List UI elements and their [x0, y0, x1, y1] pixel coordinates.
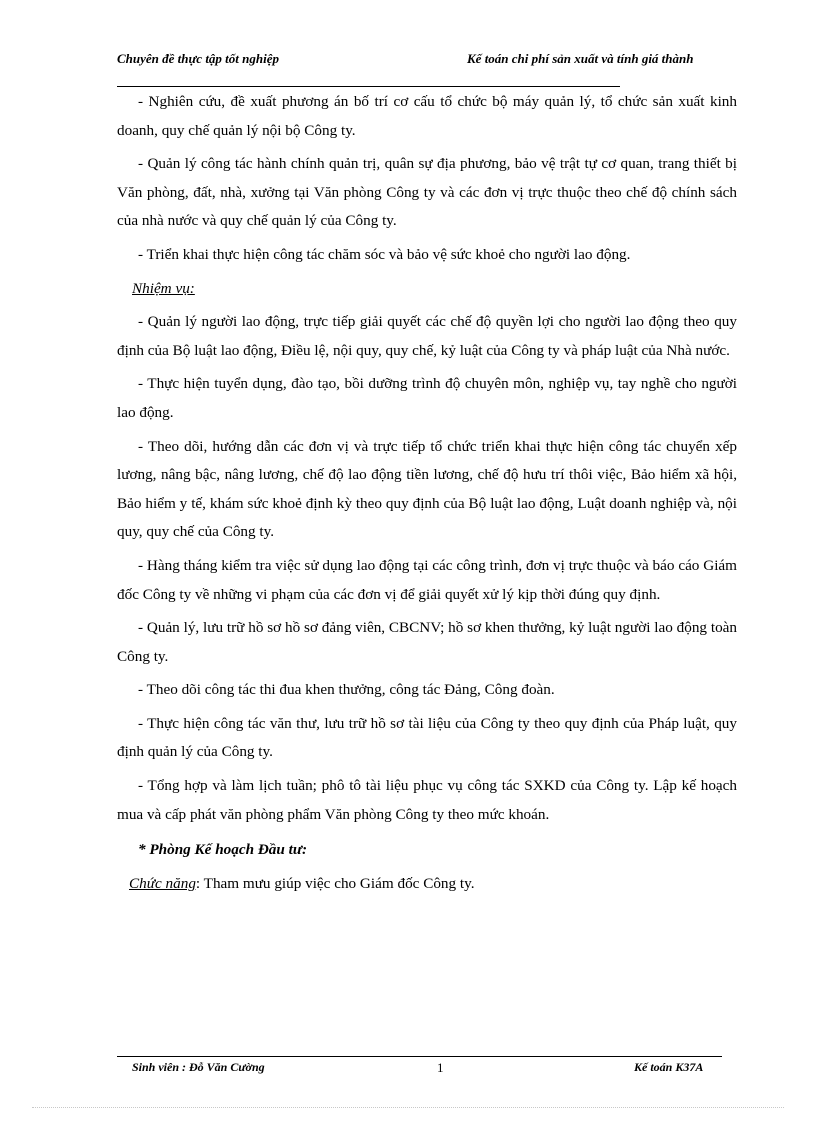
- section-title: * Phòng Kế hoạch Đầu tư:: [138, 841, 308, 859]
- duty-item: - Thực hiện công tác văn thư, lưu trữ hồ sơ tài liệu của Công ty theo quy định của Pháp luật, quy định quản lý của Công ty.: [117, 714, 737, 761]
- function-line: [117, 870, 737, 899]
- footer-class: Kế toán K37A: [634, 1060, 704, 1074]
- duty-label: Nhiệm vụ:: [132, 279, 195, 297]
- function-text: : Tham mưu giúp việc cho Giám đốc Công ty.: [195, 874, 475, 892]
- header-left-title: Chuyên đề thực tập tốt nghiệp: [117, 51, 279, 66]
- paragraph: - Quản lý công tác hành chính quản trị, quân sự địa phương, bảo vệ trật tự cơ quan, trang thiết bị Văn phòng, đất, nhà, xưởng tại Văn phòng Công ty và các đơn vị trực thuộc theo chế độ chính sách của nhà nước và quy chế quản lý của Công ty.: [117, 155, 737, 230]
- page-bottom-edge: [32, 1107, 784, 1108]
- paragraph: - Nghiên cứu, đề xuất phương án bố trí cơ cấu tổ chức bộ máy quản lý, tổ chức sản xuất kinh doanh, quy chế quản lý nội bộ Công ty.: [117, 93, 737, 139]
- page-number: 1: [437, 1060, 444, 1075]
- duty-item: - Theo dõi công tác thi đua khen thưởng, công tác Đảng, Công đoàn.: [138, 681, 555, 699]
- duty-item: - Thực hiện tuyển dụng, đào tạo, bồi dưỡng trình độ chuyên môn, nghiệp vụ, tay nghề cho người lao động.: [117, 375, 737, 421]
- duty-item: - Tổng hợp và làm lịch tuần; phô tô tài liệu phục vụ công tác SXKD của Công ty. Lập kế hoạch mua và cấp phát văn phòng phẩm Văn phòng Công ty theo mức khoán.: [117, 777, 737, 823]
- header-rule: [117, 86, 620, 87]
- footer-student-name: Sinh viên : Đỗ Văn Cường: [132, 1060, 265, 1074]
- duty-item: - Hàng tháng kiểm tra việc sử dụng lao động tại các công trình, đơn vị trực thuộc và báo cáo Giám đốc Công ty về những vi phạm của các đơn vị để giải quyết xử lý kịp thời đúng quy định.: [117, 556, 737, 603]
- footer-rule: [117, 1056, 722, 1057]
- duty-item: - Quản lý người lao động, trực tiếp giải quyết các chế độ quyền lợi cho người lao động theo quy định của Bộ luật lao động, Điều lệ, nội quy, quy chế, kỷ luật của Công ty và pháp luật của Nhà nước.: [117, 313, 737, 359]
- paragraph: - Triển khai thực hiện công tác chăm sóc và bảo vệ sức khoẻ cho người lao động.: [138, 245, 631, 263]
- duty-heading: [117, 275, 737, 304]
- duty-item: - Quản lý, lưu trữ hồ sơ hồ sơ đảng viên, CBCNV; hồ sơ khen thưởng, kỷ luật người lao động toàn Công ty.: [117, 619, 737, 665]
- function-label: Chức năng: [129, 874, 196, 892]
- document-body: [117, 88, 737, 903]
- duty-item: - Theo dõi, hướng dẫn các đơn vị và trực tiếp tổ chức triển khai thực hiện công tác chuyển xếp lương, nâng bậc, nâng lương, chế độ lao động tiền lương, chế độ hưu trí thôi việc, Bảo hiểm xã hội, Bảo hiểm y tế, khám sức khoẻ định kỳ theo quy định của Bộ luật lao động, Luật doanh nghiệp và, nội quy, quy chế của Công ty.: [117, 437, 737, 541]
- header-right-title: Kế toán chi phí sản xuất và tính giá thành: [467, 51, 694, 66]
